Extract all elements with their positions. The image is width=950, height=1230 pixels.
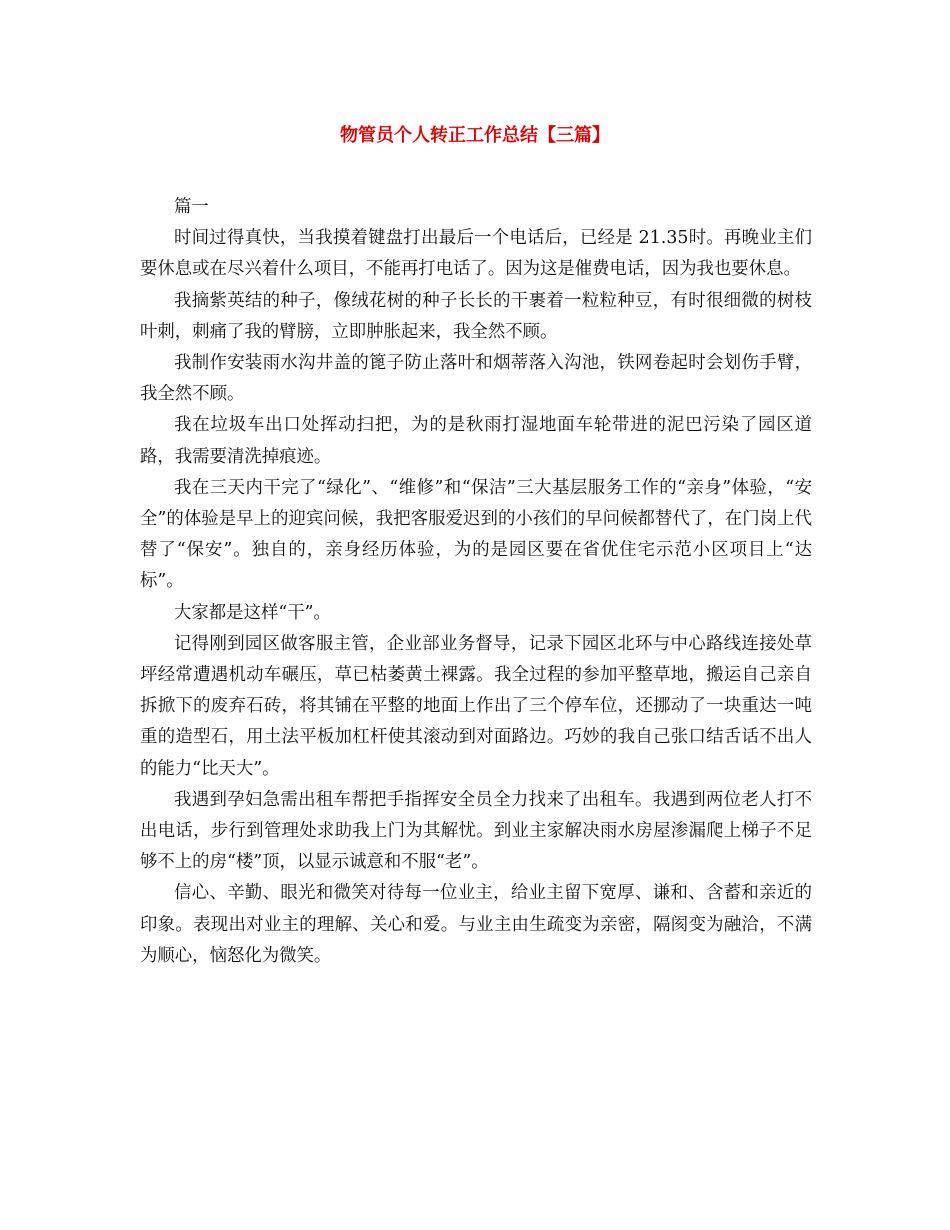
paragraph: 我摘紫英结的种子，像绒花树的种子长长的干裹着一粒粒种豆，有时很细微的树枝叶刺，刺痛了我的臂膀，立即肿胀起来，我全然不顾。: [140, 290, 812, 342]
section-heading: 篇一: [174, 197, 209, 217]
paragraph: 我遇到孕妇急需出租车帮把手指挥安全员全力找来了出租车。我遇到两位老人打不出电话，步行到管理处求助我上门为其解忧。到业主家解决雨水房屋渗漏爬上梯子不足够不上的房“楼”顶，以显示诚意和不服“老”。: [140, 789, 812, 873]
paragraph: 时间过得真快，当我摸着键盘打出最后一个电话后，已经是 21.35时。再晚业主们要休息或在尽兴着什么项目，不能再打电话了。因为这是催费电话，因为我也要休息。: [140, 228, 812, 280]
paragraph: 我在垃圾车出口处挥动扫把，为的是秋雨打湿地面车轮带进的泥巴污染了园区道路，我需要清洗掉痕迹。: [140, 415, 812, 467]
paragraph: 记得刚到园区做客服主管，企业部业务督导，记录下园区北环与中心路线连接处草坪经常遭遇机动车碾压，草已枯萎黄土裸露。我全过程的参加平整草地，搬运自己亲自拆掀下的废弃石砖，将其铺在平整的地面上作出了三个停车位，还挪动了一块重达一吨重的造型石，用土法平板加杠杆使其滚动到对面路边。巧妙的我自己张口结舌话不出人的能力“比天大”。: [140, 633, 812, 779]
paragraph: 信心、辛勤、眼光和微笑对待每一位业主，给业主留下宽厚、谦和、含蓄和亲近的印象。表现出对业主的理解、关心和爱。与业主由生疏变为亲密，隔阂变为融洽，不满为顺心，恼怒化为微笑。: [140, 883, 812, 966]
document-body: [140, 192, 812, 972]
paragraph: 我在三天内干完了“绿化”、“维修”和“保洁”三大基层服务工作的“亲身”体验，“安全”的体验是早上的迎宾问候，我把客服爱迟到的小孩们的早问候都替代了，在门岗上代替了“保安”。独自的，亲身经历体验，为的是园区要在省优住宅示范小区项目上“达标”。: [140, 477, 812, 592]
paragraph: 大家都是这样“干”。: [174, 602, 331, 623]
document-title: 物管员个人转正工作总结【三篇】: [340, 125, 610, 146]
paragraph: 我制作安装雨水沟井盖的篦子防止落叶和烟蒂落入沟池，铁网卷起时会划伤手臂，我全然不顾。: [140, 353, 812, 405]
